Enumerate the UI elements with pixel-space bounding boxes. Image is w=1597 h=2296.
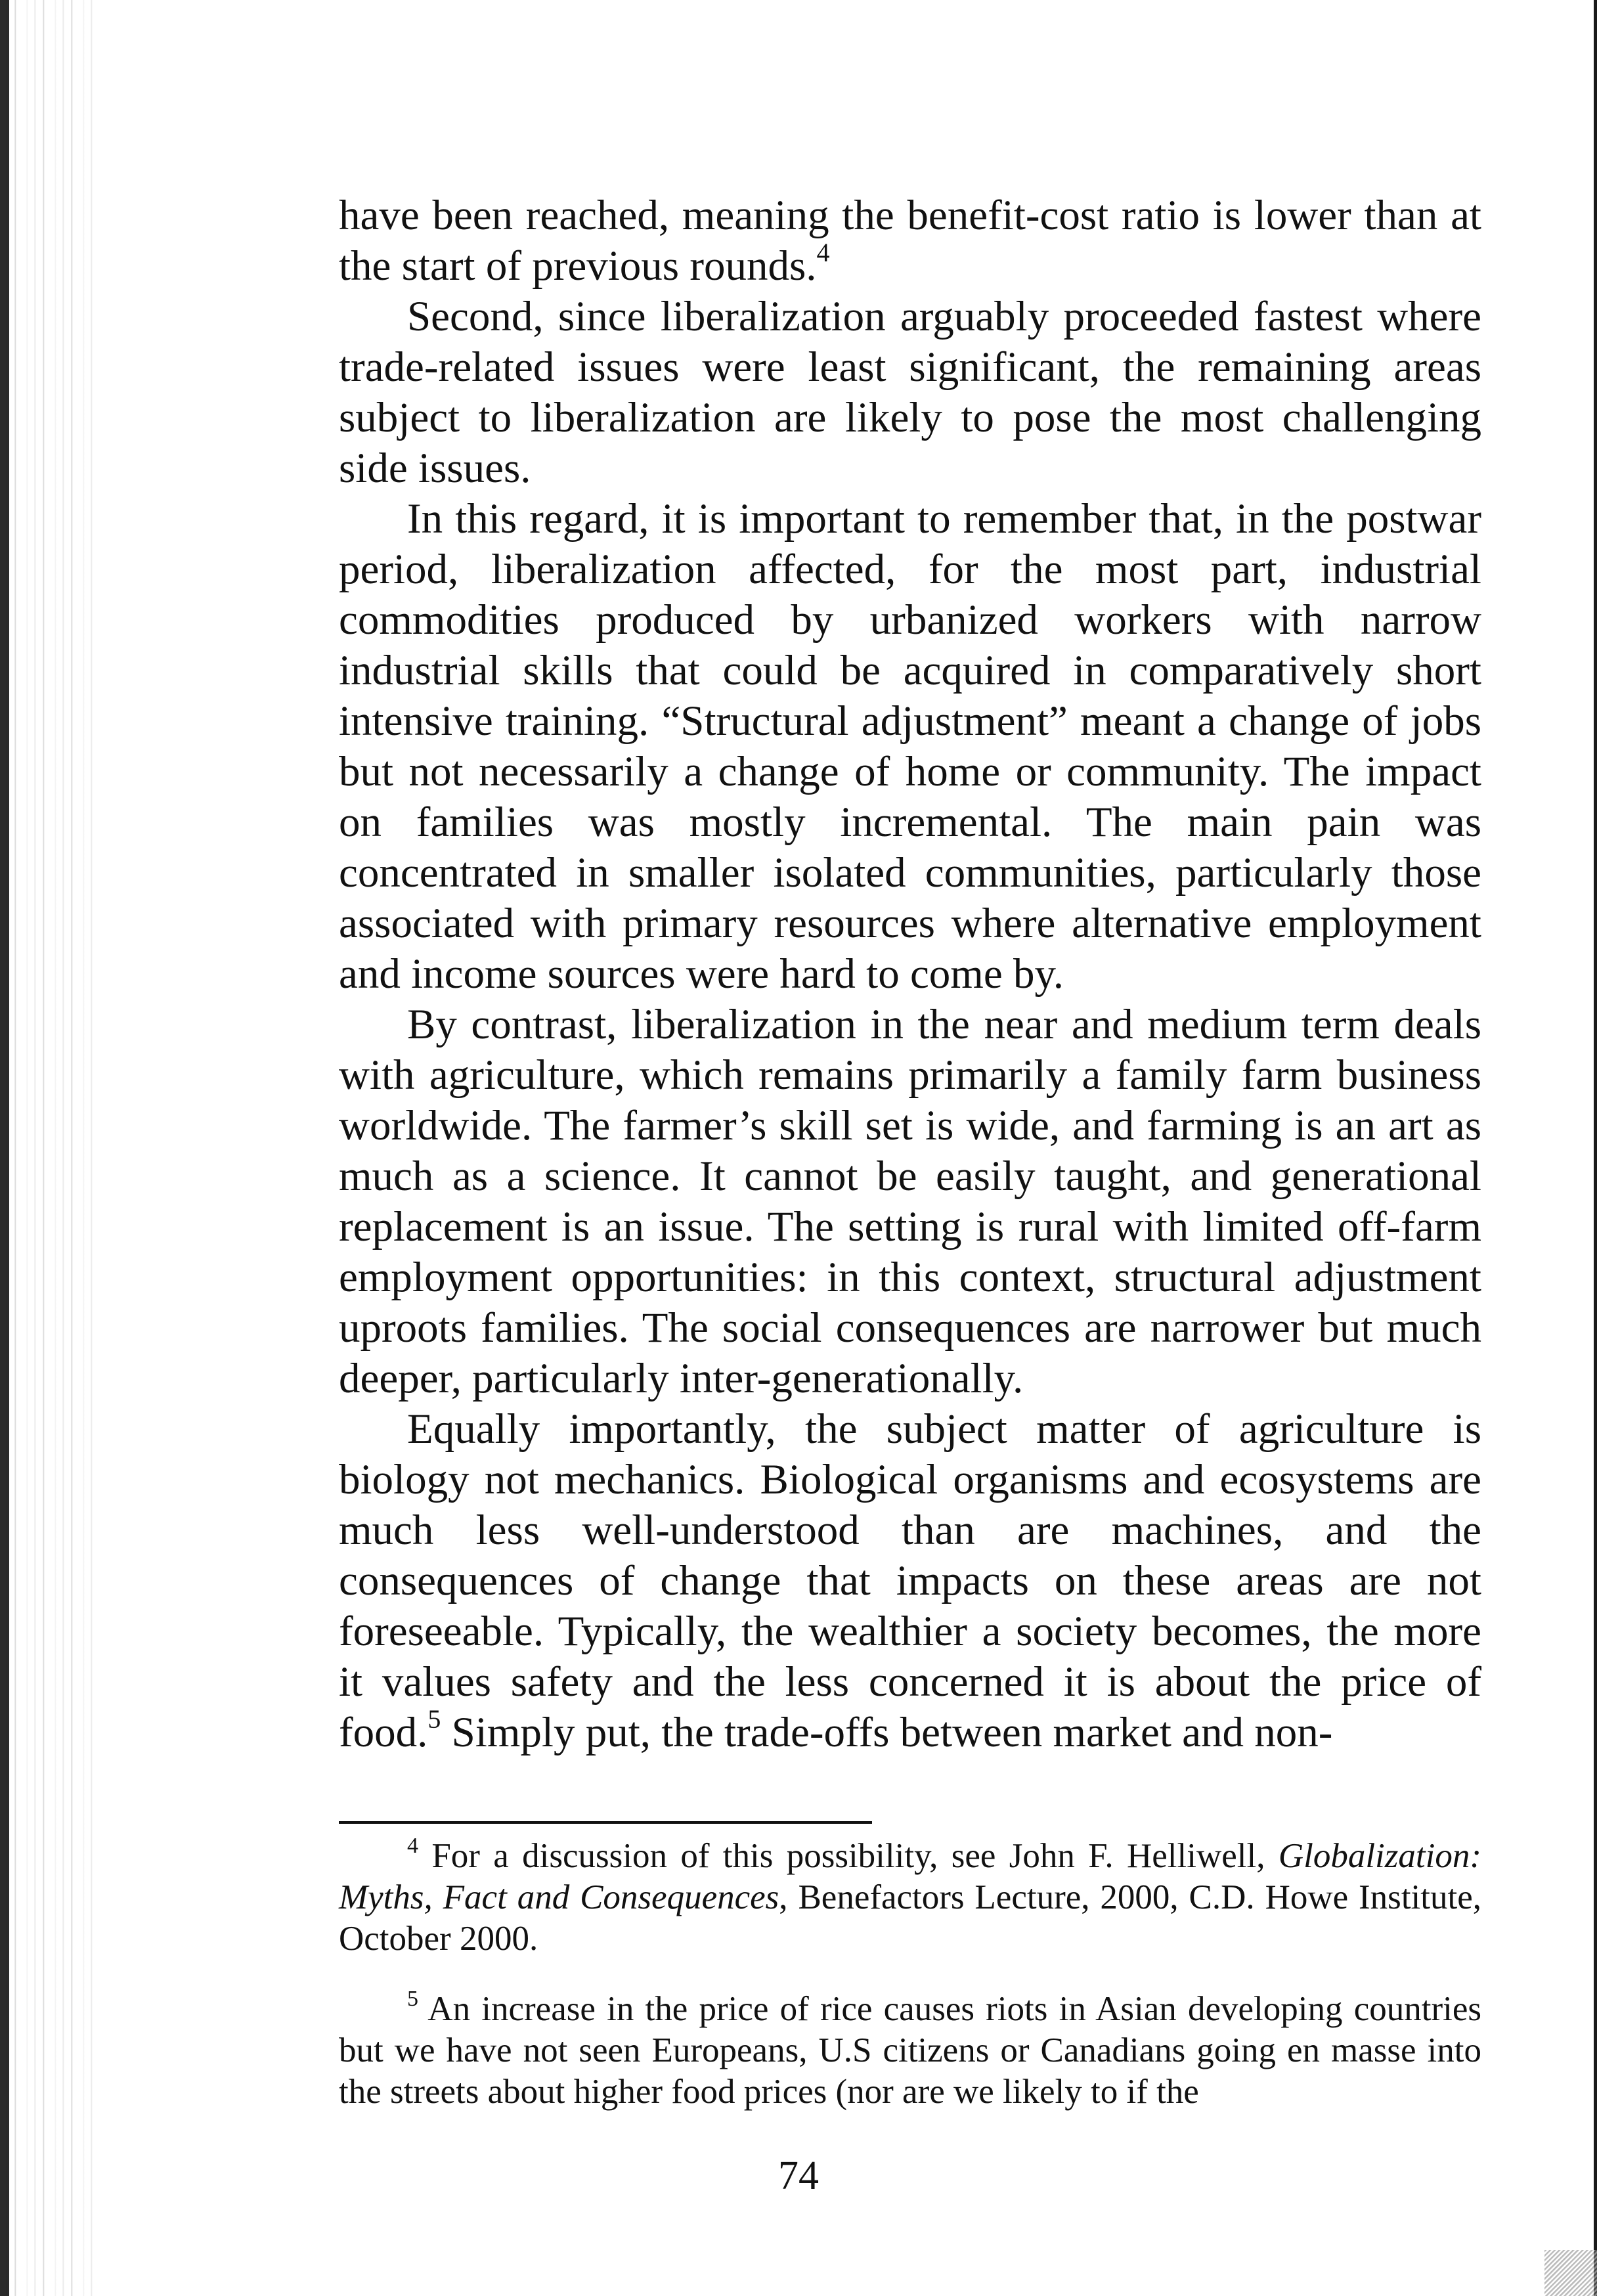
footnote-5-marker: 5	[407, 1987, 418, 2011]
footnote-ref-4: 4	[816, 238, 830, 267]
paragraph-5-text: Equally importantly, the subject matter of agriculture is biology not mechanics. Biological organisms and ecosystems are much less well-understood than are machines, and the consequences of change that impacts on these areas are not foreseeable. Typically, the wealthier a society becomes, the more it values safety and the less concerned it is about the price of food.	[339, 1405, 1481, 1756]
paragraph-4: By contrast, liberalization in the near and medium term deals with agriculture, which remains primarily a family farm business worldwide. The farmer’s skill set is wide, and farming is an art as much as a science. It cannot be easily taught, and generational replacement is an issue. The setting is rural with limited off-farm employment opportunities: in this context, structural adjustment uproots families. The social consequences are narrower but much deeper, particularly inter-generationally.	[339, 1001, 1481, 1402]
footnote-5	[339, 1989, 1481, 2113]
footnote-4-text: For a discussion of this possibility, see John F. Helliwell,	[418, 1837, 1279, 1875]
paragraph-2: Second, since liberalization arguably proceeded fastest where trade-related issues were least significant, the remaining areas subject to liberalization are likely to pose the most challenging side issues.	[339, 293, 1481, 492]
paragraph-1	[339, 190, 1481, 292]
page-number: 74	[778, 2153, 819, 2198]
footnote-ref-5: 5	[427, 1704, 441, 1734]
footnote-separator	[339, 1821, 872, 1824]
footnote-4	[339, 1836, 1481, 1960]
footnote-4-marker: 4	[407, 1834, 418, 1858]
paragraph-5-continued: Simply put, the trade-offs between market and non-	[441, 1709, 1333, 1756]
footnote-4-text-end: , Benefactors Lecture, 2000, C.D. Howe Institute, October 2000.	[339, 1878, 1481, 1958]
page-right-edge	[1594, 0, 1597, 2296]
footnote-5-text: An increase in the price of rice causes riots in Asian developing countries but we have not seen Europeans, U.S citizens or Canadians going en masse into the streets about higher food prices (nor are we likely to if the	[339, 1990, 1481, 2111]
binding-shadow	[0, 0, 98, 2296]
main-text	[339, 190, 1481, 1758]
paragraph-3: In this regard, it is important to remember that, in the postwar period, liberalization affected, for the most part, industrial commodities produced by urbanized workers with narrow industrial skills that could be acquired in comparatively short intensive training. “Structural adjustment” meant a change of jobs but not necessarily a change of home or community. The impact on families was mostly incremental. The main pain was concentrated in smaller isolated communities, particularly those associated with primary resources where alternative employment and income sources were hard to come by.	[339, 495, 1481, 998]
footnotes	[339, 1836, 1481, 2113]
paragraph-5	[339, 1404, 1481, 1758]
paragraph-1-text: have been reached, meaning the benefit-cost ratio is lower than at the start of previous rounds.	[339, 192, 1481, 290]
footnote-4-title: Globalization: Myths, Fact and Consequences	[339, 1837, 1481, 1916]
page-corner-shadow	[1544, 2250, 1597, 2296]
